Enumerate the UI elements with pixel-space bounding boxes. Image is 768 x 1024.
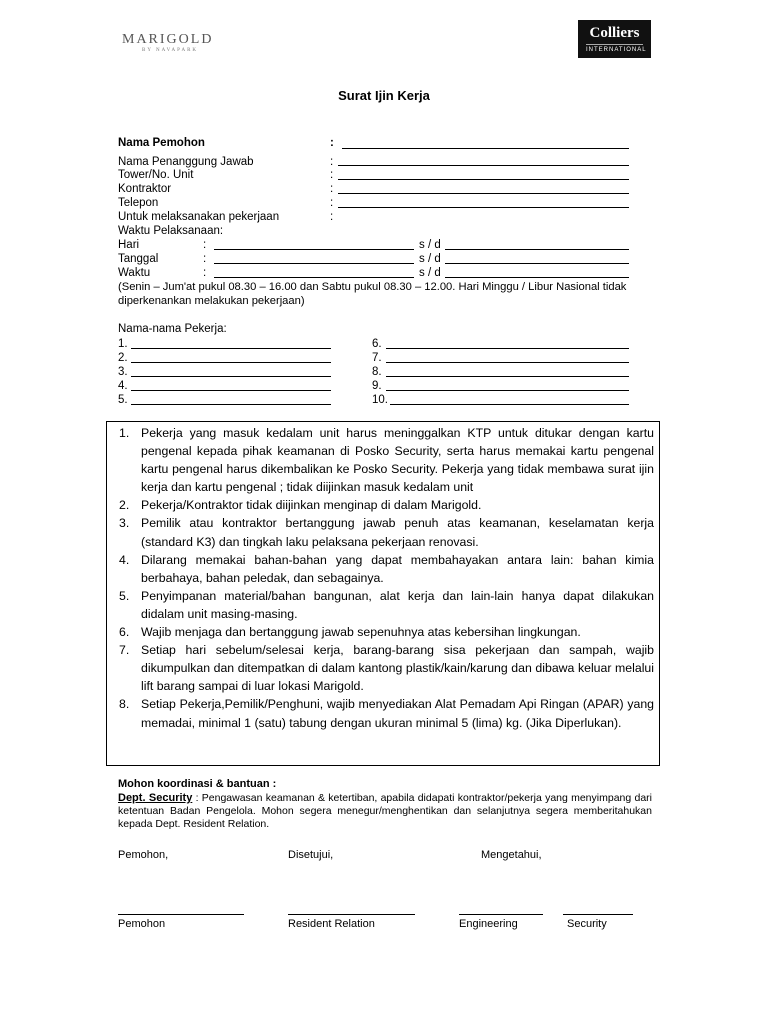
worker-number: 5. [118, 394, 128, 406]
label-hari: Hari [118, 239, 140, 251]
field-line-waktu-start[interactable] [214, 277, 414, 278]
colon: : [330, 197, 334, 209]
label-kontraktor: Kontraktor [118, 183, 172, 195]
document-title: Surat Ijin Kerja [338, 88, 430, 103]
worker-line[interactable] [131, 348, 331, 349]
signature-label-pemohon-top: Pemohon, [118, 849, 169, 861]
field-line-tower-unit[interactable] [338, 179, 629, 180]
label-nama-pemohon: Nama Pemohon [118, 137, 205, 149]
label-untuk-melaksanakan: Untuk melaksanakan pekerjaan [118, 211, 280, 223]
label-tower-unit: Tower/No. Unit [118, 169, 194, 181]
colon: : [330, 183, 334, 195]
label-waktu-pelaksanaan: Waktu Pelaksanaan: [118, 225, 224, 237]
worker-number: 2. [118, 352, 128, 364]
coordination-paragraph [118, 792, 652, 831]
worker-number: 10. [372, 394, 388, 406]
signature-line-resident-relation[interactable] [288, 914, 415, 915]
sd-separator: s / d [419, 267, 441, 279]
sd-separator: s / d [419, 253, 441, 265]
label-tanggal: Tanggal [118, 253, 159, 265]
colon: : [203, 267, 207, 279]
dept-colon: : [195, 792, 199, 804]
field-line-nama-pemohon[interactable] [342, 148, 629, 149]
colon: : [203, 239, 207, 251]
colon: : [330, 169, 334, 181]
signature-name-security: Security [567, 918, 607, 930]
signature-line-security[interactable] [563, 914, 633, 915]
worker-line[interactable] [131, 376, 331, 377]
field-line-tanggal-start[interactable] [214, 263, 414, 264]
marigold-logo [122, 32, 222, 60]
rule-item: 3. Pemilik atau kontraktor bertanggung jawab penuh atas keamanan, keselamatan kerja (standard K3) dan tingkah laku pelaksana pekerjaan renovasi. [119, 516, 654, 549]
worker-number: 9. [372, 380, 382, 392]
field-line-hari-end[interactable] [445, 249, 629, 250]
signature-name-resident-relation: Resident Relation [288, 918, 375, 930]
working-hours-note-line1: (Senin – Jum'at pukul 08.30 – 16.00 dan Sabtu pukul 08.30 – 12.00. Hari Minggu / Libur Nasional tidak [118, 281, 627, 293]
worker-line[interactable] [390, 404, 629, 405]
worker-line[interactable] [131, 404, 331, 405]
worker-number: 6. [372, 338, 382, 350]
worker-number: 7. [372, 352, 382, 364]
worker-line[interactable] [386, 390, 629, 391]
worker-number: 1. [118, 338, 128, 350]
worker-line[interactable] [131, 362, 331, 363]
rule-item: 5. Penyimpanan material/bahan bangunan, alat kerja dan lain-lain hanya dapat dilakukan didalam unit masing-masing. [119, 588, 654, 621]
field-line-kontraktor[interactable] [338, 193, 629, 194]
label-nama-penanggung-jawab: Nama Penanggung Jawab [118, 156, 254, 168]
coordination-text: Pengawasan keamanan & ketertiban, apabila didapati kontraktor/pekerja yang menyimpang dari ketentuan Badan Pengelola. Mohon segera menegur/menghentikan dan selanjutnya segera memberitahukan kepada Dept. Resident Relation. [118, 792, 652, 830]
rule-item: 1. Pekerja yang masuk kedalam unit harus meninggalkan KTP untuk ditukar dengan kartu pengenal kepada pihak keamanan di Posko Security, serta harus memakai kartu pengenal kartu pengenal harus dikembalikan ke Posko Security. Pekerja yang tidak membawa surat ijin kerja dan kartu pengenal ; tidak diijinkan masuk kedalam unit [119, 426, 654, 495]
field-line-telepon[interactable] [338, 207, 629, 208]
colliers-logo-subtext: INTERNATIONAL [586, 44, 643, 53]
worker-number: 8. [372, 366, 382, 378]
worker-number: 4. [118, 380, 128, 392]
rule-item: 8. Setiap Pekerja,Pemilik/Penghuni, wajib menyediakan Alat Pemadam Api Ringan (APAR) yang memadai, minimal 1 (satu) tabung dengan ukuran minimal 5 (lima) kg. (Jika Diperlukan). [119, 697, 654, 730]
sd-separator: s / d [419, 239, 441, 251]
rule-item: 7. Setiap hari sebelum/selesai kerja, barang-barang sisa pekerjaan dan sampah, wajib dikumpulkan dan ditempatkan di dalam kantong plastik/kain/karung dan dibawa keluar melalui lift barang sampai di luar lokasi Marigold. [119, 643, 654, 694]
field-line-penanggung-jawab[interactable] [338, 165, 629, 166]
signature-line-pemohon[interactable] [118, 914, 244, 915]
colon: : [203, 253, 207, 265]
rules-box [106, 421, 660, 766]
marigold-logo-subtext: BY NAVAPARK [142, 48, 199, 53]
label-telepon: Telepon [118, 197, 159, 209]
workers-label: Nama-nama Pekerja: [118, 323, 227, 335]
marigold-logo-text: MARIGOLD [122, 32, 214, 47]
signature-name-pemohon: Pemohon [118, 918, 166, 930]
colon: : [330, 211, 334, 223]
worker-line[interactable] [131, 390, 331, 391]
signature-line-engineering[interactable] [459, 914, 543, 915]
field-line-hari-start[interactable] [214, 249, 414, 250]
signature-label-disetujui: Disetujui, [288, 849, 334, 861]
colon: : [330, 137, 334, 149]
working-hours-note-line2: diperkenankan melakukan pekerjaan) [118, 295, 305, 307]
colliers-logo [578, 20, 651, 58]
colon: : [330, 156, 334, 168]
worker-line[interactable] [386, 348, 629, 349]
coordination-heading: Mohon koordinasi & bantuan : [118, 778, 277, 790]
field-line-tanggal-end[interactable] [445, 263, 629, 264]
rule-item: 6. Wajib menjaga dan bertanggung jawab sepenuhnya atas kebersihan lingkungan. [119, 625, 581, 640]
worker-line[interactable] [386, 376, 629, 377]
colliers-logo-text: Colliers [589, 25, 640, 41]
rule-item: 4. Dilarang memakai bahan-bahan yang dapat membahayakan antara lain: bahan kimia berbahaya, bahan peledak, dan sebagainya. [119, 552, 654, 585]
worker-line[interactable] [386, 362, 629, 363]
worker-number: 3. [118, 366, 128, 378]
dept-security-label: Dept. Security [118, 792, 193, 804]
rules-list [119, 424, 654, 732]
label-waktu: Waktu [118, 267, 151, 279]
field-line-waktu-end[interactable] [445, 277, 629, 278]
signature-name-engineering: Engineering [459, 918, 518, 930]
rule-item: 2. Pekerja/Kontraktor tidak diijinkan menginap di dalam Marigold. [119, 498, 482, 513]
signature-label-mengetahui: Mengetahui, [481, 849, 542, 861]
